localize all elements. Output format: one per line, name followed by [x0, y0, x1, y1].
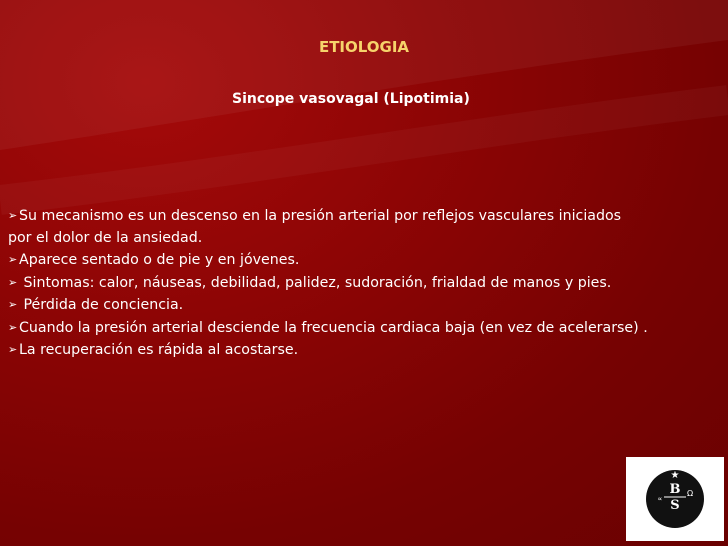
- list-item: [8, 339, 726, 362]
- arrow-bullet-icon: ➢: [8, 343, 18, 356]
- list-item: [8, 228, 726, 250]
- slide-title: [0, 38, 728, 56]
- logo-letter-bottom: S: [670, 498, 680, 513]
- slide-subtitle: Sincope vasovagal (Lipotimia): [232, 91, 470, 107]
- list-item-text: Sintomas: calor, náuseas, debilidad, palidez, sudoración, frialdad de manos y pies.: [19, 274, 612, 291]
- alpha-icon: ∝: [657, 495, 663, 503]
- list-item-text: Aparece sentado o de pie y en jóvenes.: [19, 252, 300, 268]
- list-item-text: Cuando la presión arterial desciende la frecuencia cardiaca baja (en vez de acelerarse) .: [19, 319, 648, 336]
- omega-icon: Ω: [686, 489, 694, 498]
- bs-logo: [626, 457, 724, 541]
- star-icon: ★: [670, 470, 680, 481]
- list-item-text: Su mecanismo es un descenso en la presión arterial por reflejos vasculares iniciados: [19, 208, 622, 224]
- arrow-bullet-icon: ➢: [8, 320, 18, 334]
- list-item: [8, 272, 726, 295]
- list-item-text: La recuperación es rápida al acostarse.: [19, 342, 299, 358]
- arrow-bullet-icon: ➢: [8, 209, 18, 222]
- list-item-text: por el dolor de la ansiedad.: [8, 229, 203, 246]
- arrow-bullet-icon: ➢: [8, 253, 18, 266]
- slide-title-text: ETIOLOGIA: [318, 38, 410, 56]
- list-item: [8, 249, 726, 272]
- arrow-bullet-icon: ➢: [8, 275, 18, 289]
- list-item: [8, 317, 726, 340]
- logo-panel: [626, 457, 724, 541]
- list-item: [8, 205, 726, 228]
- list-item: [8, 294, 726, 317]
- list-item-text: Pérdida de conciencia.: [19, 297, 184, 313]
- logo-letter-top: B: [669, 482, 681, 497]
- bullet-list: [8, 205, 726, 362]
- arrow-bullet-icon: ➢: [8, 298, 18, 311]
